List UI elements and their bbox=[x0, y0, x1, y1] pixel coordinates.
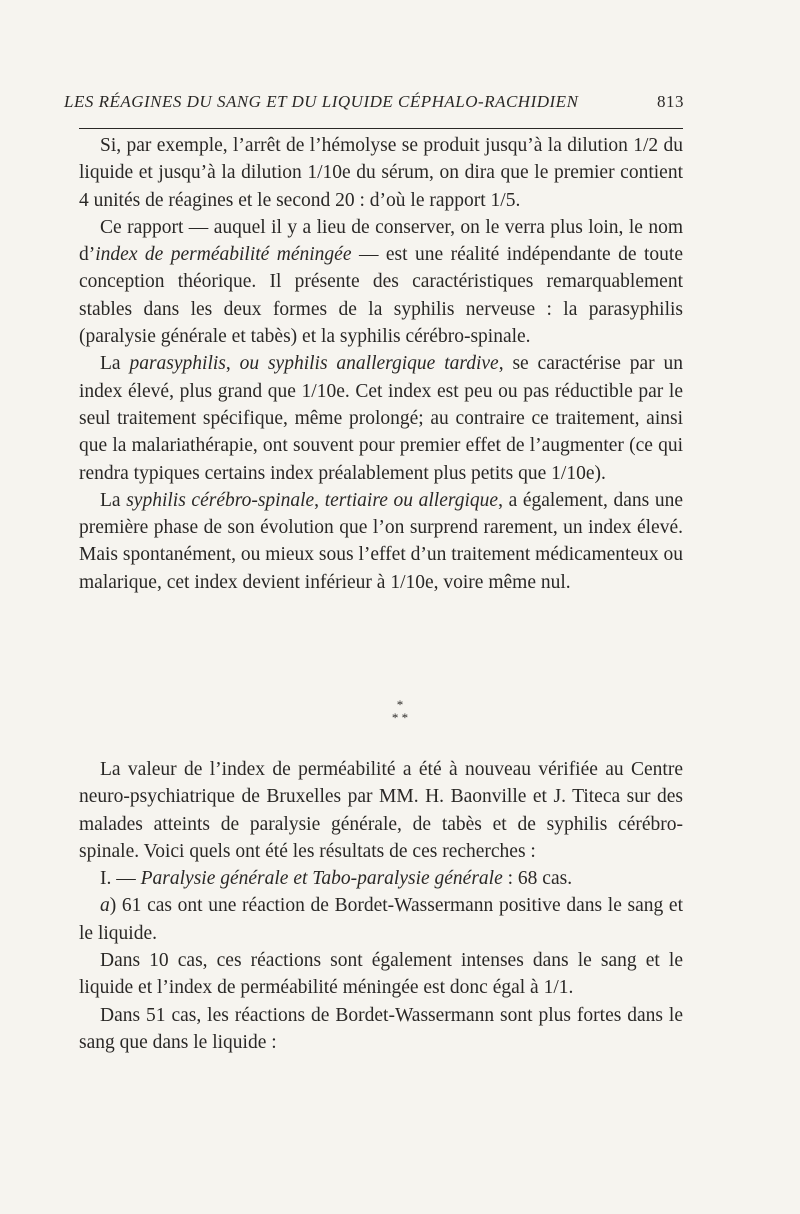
paragraph-item-a bbox=[79, 892, 683, 947]
item-letter: a bbox=[100, 895, 110, 917]
text-run: La bbox=[100, 353, 130, 375]
body-section-two bbox=[79, 756, 683, 1056]
paragraph-parasyphilis bbox=[79, 350, 683, 486]
text-run: , se caractérise par un index élevé, plus grand que 1/10e. Cet index est peu ou pas réductible par le seul traitement spécifique, même prolongé; au contraire ce traitement, ainsi que la malariathérapie, ont souvent pour premier effet de l’augmenter (ce qui rendra typiques certains index préalablement plus petits que 1/10e). bbox=[79, 353, 684, 484]
body-section-one bbox=[79, 132, 683, 596]
paragraph-example bbox=[79, 132, 683, 214]
italic-term: syphilis cérébro-spinale bbox=[126, 489, 315, 511]
asterism-bottom: * * bbox=[391, 710, 409, 725]
asterism-top: * bbox=[396, 697, 404, 712]
text-run: — est une réalité indépendante de toute conception théorique. Il présente des caractéristiques remarquablement stables dans les deux formes de la syphilis nerveuse : la parasyphilis (paralysie générale et tabès) et la syphilis cérébro-spinale. bbox=[79, 244, 683, 348]
text-run: I. — bbox=[100, 868, 141, 890]
section-asterism bbox=[0, 698, 800, 724]
running-title: LES RÉAGINES DU SANG ET DU LIQUIDE CÉPHALO-RACHIDIEN bbox=[64, 92, 579, 111]
paragraph-text: Dans 10 cas, ces réactions sont également intenses dans le sang et le liquide et l’index de perméabilité méningée est donc égal à 1/1. bbox=[79, 950, 683, 999]
paragraph-ten-cases bbox=[79, 947, 683, 1002]
italic-term: parasyphilis bbox=[129, 353, 226, 375]
text-run bbox=[259, 353, 268, 374]
text-run: : 68 cas. bbox=[502, 868, 573, 890]
paragraph-fifty-one-cases bbox=[79, 1002, 683, 1057]
italic-term: ou bbox=[239, 353, 260, 375]
italic-term: index de perméabilité méningée bbox=[95, 244, 352, 266]
text-run: , a également, dans une première phase de son évolution que l’on surprend rarement, un index élevé. Mais spontanément, ou mieux sous l’effet d’un traitement médicamenteux ou malarique, cet index devient inférieur à 1/10e, voire même nul. bbox=[79, 489, 684, 593]
text-run: ) 61 cas ont une réaction de Bordet-Wassermann positive dans le sang et le liquide. bbox=[79, 895, 683, 944]
italic-term: syphilis anallergique tardive bbox=[267, 353, 499, 375]
italic-term: Paralysie générale et Tabo-paralysie générale bbox=[140, 868, 503, 890]
text-run: , bbox=[225, 353, 240, 375]
text-run: , bbox=[314, 489, 325, 511]
text-run: La bbox=[100, 489, 127, 511]
paragraph-cerebro-spinal bbox=[79, 487, 683, 596]
paragraph-text: Si, par exemple, l’arrêt de l’hémolyse se produit jusqu’à la dilution 1/2 du liquide et jusqu’à la dilution 1/10e du sérum, on dira que le premier contient 4 unités de réagines et le second 20 : d’où le rapport 1/5. bbox=[79, 135, 683, 211]
paragraph-ratio bbox=[79, 214, 683, 350]
paragraph-text: Dans 51 cas, les réactions de Bordet-Wassermann sont plus fortes dans le sang que dans le liquide : bbox=[79, 1004, 683, 1053]
running-header bbox=[64, 92, 684, 118]
paragraph-text: La valeur de l’index de perméabilité a été à nouveau vérifiée au Centre neuro-psychiatrique de Bruxelles par MM. H. Baonville et J. Titeca sur des malades atteints de paralysie générale, de tabès et de syphilis cérébro-spinale. Voici quels ont été les résultats de ces recherches : bbox=[79, 759, 683, 862]
header-rule bbox=[79, 128, 683, 129]
page-number: 813 bbox=[657, 92, 684, 111]
text-run: Ce rapport — auquel il y a lieu de conserver, on le verra plus loin, le nom d’ bbox=[79, 216, 683, 266]
paragraph-heading-I bbox=[79, 865, 683, 892]
paragraph-verification bbox=[79, 756, 683, 865]
italic-term: tertiaire ou allergique bbox=[324, 489, 499, 511]
